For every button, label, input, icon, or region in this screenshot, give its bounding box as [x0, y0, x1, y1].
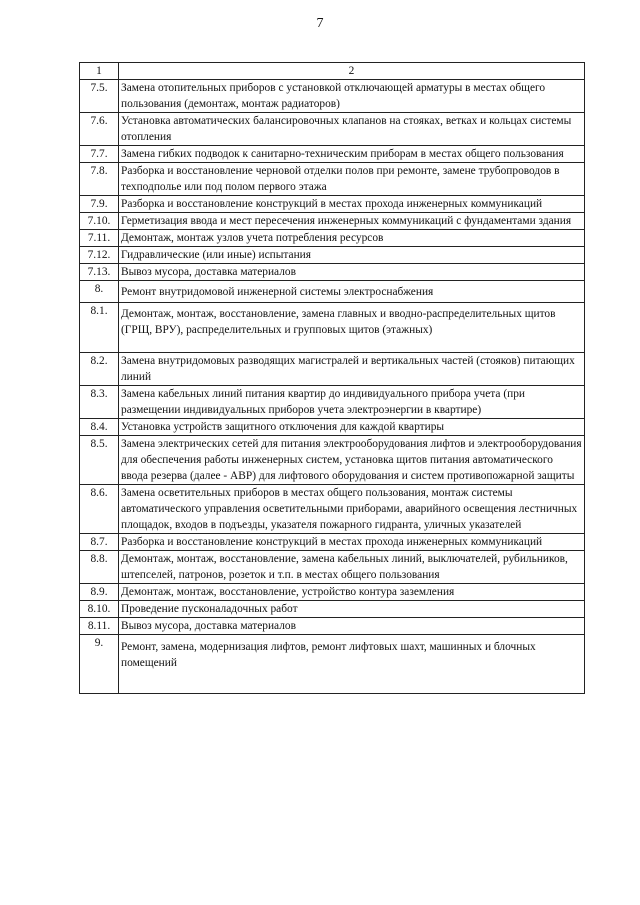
page-number: 7 [316, 16, 324, 31]
row-number: 7.8. [80, 163, 119, 196]
row-text: Разборка и восстановление конструкций в местах прохода инженерных коммуникаций [119, 196, 585, 213]
row-number: 7.6. [80, 113, 119, 146]
row-text: Вывоз мусора, доставка материалов [119, 618, 585, 635]
row-text: Установка устройств защитного отключения для каждой квартиры [119, 419, 585, 436]
row-text: Замена отопительных приборов с установкой отключающей арматуры в местах общего пользования (демонтаж, монтаж радиаторов) [119, 80, 585, 113]
row-text: Проведение пусконаладочных работ [119, 601, 585, 618]
row-text: Замена гибких подводок к санитарно-техническим приборам в местах общего пользования [119, 146, 585, 163]
row-text: Демонтаж, монтаж, восстановление, замена кабельных линий, выключателей, рубильников, штепселей, патронов, розеток и т.п. в местах общего пользования [119, 551, 585, 584]
table-row [80, 230, 585, 247]
row-number: 8. [80, 281, 119, 303]
row-number: 7.10. [80, 213, 119, 230]
row-text: Демонтаж, монтаж, восстановление, устройство контура заземления [119, 584, 585, 601]
row-text: Замена внутридомовых разводящих магистралей и вертикальных частей (стояков) питающих линий [119, 353, 585, 386]
table-row [80, 584, 585, 601]
row-text: Ремонт внутридомовой инженерной системы электроснабжения [119, 281, 585, 303]
row-number: 8.5. [80, 436, 119, 485]
table-row [80, 601, 585, 618]
table-row [80, 303, 585, 353]
row-text: Установка автоматических балансировочных клапанов на стояках, ветках и кольцах системы отопления [119, 113, 585, 146]
row-text: Демонтаж, монтаж узлов учета потребления ресурсов [119, 230, 585, 247]
table-row [80, 436, 585, 485]
row-number: 8.7. [80, 534, 119, 551]
table-row [80, 163, 585, 196]
table-row [80, 386, 585, 419]
table-row [80, 281, 585, 303]
row-number: 7.11. [80, 230, 119, 247]
row-text: Замена осветительных приборов в местах общего пользования, монтаж системы автоматического управления осветительными приборами, аварийного освещения лестничных площадок, входов в подъезды, указателя пожарного гидранта, уличных указателей [119, 485, 585, 534]
row-text: Вывоз мусора, доставка материалов [119, 264, 585, 281]
row-text: Замена кабельных линий питания квартир до индивидуального прибора учета (при размещении индивидуальных приборов учета электроэнергии в квартире) [119, 386, 585, 419]
row-number: 8.6. [80, 485, 119, 534]
header-cell-number: 1 [80, 63, 119, 80]
row-text: Герметизация ввода и мест пересечения инженерных коммуникаций с фундаментами здания [119, 213, 585, 230]
table-row [80, 113, 585, 146]
table-row [80, 196, 585, 213]
table-row [80, 80, 585, 113]
table-row [80, 485, 585, 534]
row-number: 7.5. [80, 80, 119, 113]
table-row [80, 146, 585, 163]
row-text: Разборка и восстановление черновой отделки полов при ремонте, замене трубопроводов в техподполье или под полом первого этажа [119, 163, 585, 196]
row-number: 8.1. [80, 303, 119, 353]
row-text: Замена электрических сетей для питания электрооборудования лифтов и электрооборудования для обеспечения работы инженерных систем, установка щитов питания автоматического ввода резерва (далее - АВР) для лифтового оборудования и систем противопожарной защиты [119, 436, 585, 485]
table-header-row [80, 63, 585, 80]
row-number: 9. [80, 635, 119, 694]
row-number: 8.10. [80, 601, 119, 618]
table-row [80, 264, 585, 281]
row-number: 7.9. [80, 196, 119, 213]
row-text: Гидравлические (или иные) испытания [119, 247, 585, 264]
row-number: 8.8. [80, 551, 119, 584]
table-row [80, 353, 585, 386]
row-number: 8.9. [80, 584, 119, 601]
row-text: Ремонт, замена, модернизация лифтов, ремонт лифтовых шахт, машинных и блочных помещений [119, 635, 585, 694]
table-row [80, 419, 585, 436]
table-row [80, 618, 585, 635]
row-number: 8.2. [80, 353, 119, 386]
table-row [80, 247, 585, 264]
table-row [80, 213, 585, 230]
row-number: 7.12. [80, 247, 119, 264]
header-cell-description: 2 [119, 63, 585, 80]
table-row [80, 635, 585, 694]
table-row [80, 551, 585, 584]
row-text: Разборка и восстановление конструкций в местах прохода инженерных коммуникаций [119, 534, 585, 551]
row-number: 8.11. [80, 618, 119, 635]
table-row [80, 534, 585, 551]
row-number: 8.4. [80, 419, 119, 436]
works-table [79, 62, 585, 694]
row-number: 8.3. [80, 386, 119, 419]
row-number: 7.13. [80, 264, 119, 281]
row-text: Демонтаж, монтаж, восстановление, замена главных и вводно-распределительных щитов (ГРЩ, ВРУ), распределительных и групповых щитов (этажных) [119, 303, 585, 353]
row-number: 7.7. [80, 146, 119, 163]
